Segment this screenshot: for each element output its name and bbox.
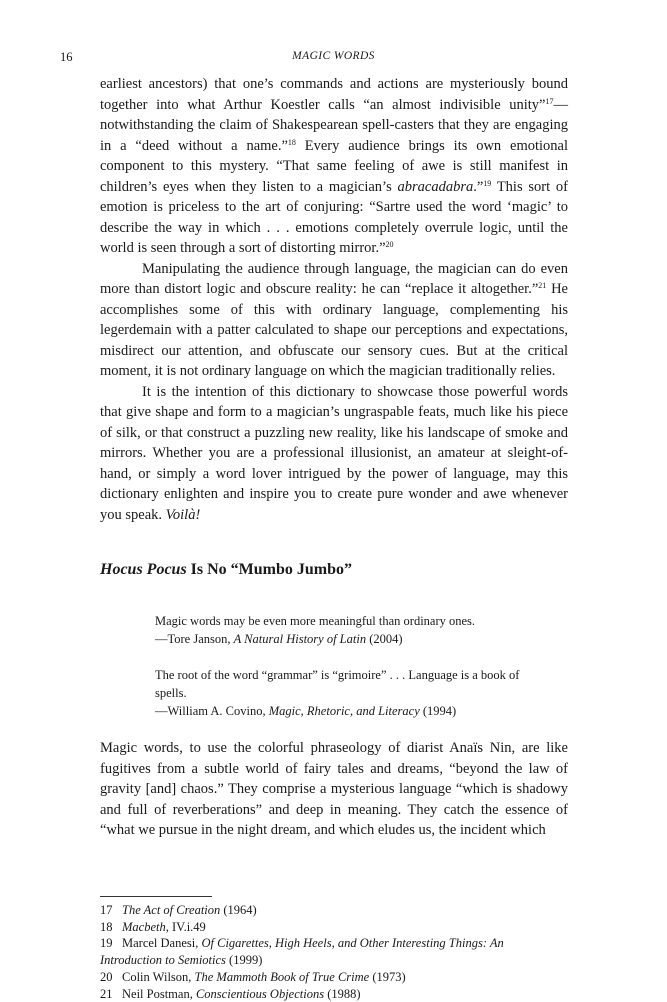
epigraph-quote: Magic words may be even more meaningful than ordinary ones. <box>155 614 476 628</box>
paragraph-2: Manipulating the audience through language, the magician can do even more than distort logic and obscure reality: he can “replace it altogether.”$^{21}$ He accomplishes some of this with ordinary language, complementing his legerdemain with a patter calculated to shape our perceptions and expectations, misdirect our attention, and obfuscate our sensory cues. But at the critical moment, it is not ordinary language on which the magician traditionally relies. <box>100 260 568 379</box>
footnote-19: 19 Marcel Danesi, Of Cigarettes, High Heels, and Other Interesting Things: An Introduction to Semiotics (1999) <box>100 936 504 968</box>
footnote-divider <box>100 896 212 897</box>
footnote-21: 21 Neil Postman, Conscientious Objections (1988) <box>100 986 361 1001</box>
footnote-17: 17 The Act of Creation (1964) <box>100 903 257 917</box>
footnote-ref-20[interactable]: 20 <box>385 240 394 249</box>
epigraph-attribution: —Tore Janson, A Natural History of Latin (2004) <box>155 632 403 646</box>
footnote-20: 20 Colin Wilson, The Mammoth Book of True Crime (1973) <box>100 969 406 984</box>
epigraph-2 <box>155 666 535 720</box>
footnotes <box>100 902 568 1002</box>
footnote-18: 18 Macbeth, IV.i.49 <box>100 919 206 934</box>
page-number: 16 <box>60 50 73 64</box>
section-heading: Hocus Pocus Is No “Mumbo Jumbo” <box>100 561 353 578</box>
paragraph-3: It is the intention of this dictionary to showcase those powerful words that give shape and form to a magician’s ungraspable feats, much like his piece of silk, or that construct a puzzling new reality, like his landscape of smoke and mirrors. Whether you are a professional illusionist, an amateur at sleight-of-hand, or simply a word lover intrigued by the power of language, may this dictionary enlighten and inspire you to create pure wonder and awe whenever you speak. Voilà! <box>100 383 568 523</box>
epigraph-1 <box>155 612 535 648</box>
body-text-bottom <box>100 738 568 841</box>
footnote-ref-19[interactable]: 19 <box>483 178 492 188</box>
footnote-ref-17[interactable]: 17 <box>545 96 554 106</box>
epigraph-quote: The root of the word “grammar” is “grimoire” . . . Language is a book of spells. <box>155 668 520 700</box>
footnote-ref-21[interactable]: 21 <box>538 281 547 290</box>
paragraph-1: earliest ancestors) that one’s commands and actions are mysteriously bound together into what Arthur Koestler calls “an almost indivisible unity”$^{17}$—notwithstanding the claim of Shakespearean spell-casters that they are engaging in a “deed without a name.”$^{18}$ Every audience brings its own emotional component to this mystery. “That same feeling of awe is still manifest in children’s eyes when they listen to a magician’s abracadabra.”$^{19}$ This sort of emotion is priceless to the art of conjuring: “Sartre used the word ‘magic’ to describe the way in which . . . emotions completely overrule logic, until the world is seen through a sort of distorting mirror.”$^{20}$ <box>100 76 568 256</box>
footnote-ref-18[interactable]: 18 <box>287 137 296 147</box>
running-title: MAGIC WORDS <box>292 50 375 62</box>
paragraph-4: Magic words, to use the colorful phraseology of diarist Anaïs Nin, are like fugitives from a subtle world of fairy tales and dreams, “beyond the law of gravity [and] chaos.” They comprise a mysterious language “which is shadowy and full of reverberations” and deep in meaning. They catch the essence of “what we pursue in the night dream, and which eludes us, the incident which <box>100 740 568 838</box>
body-text-top <box>100 74 568 525</box>
epigraph-attribution: —William A. Covino, Magic, Rhetoric, and Literacy (1994) <box>155 704 457 718</box>
